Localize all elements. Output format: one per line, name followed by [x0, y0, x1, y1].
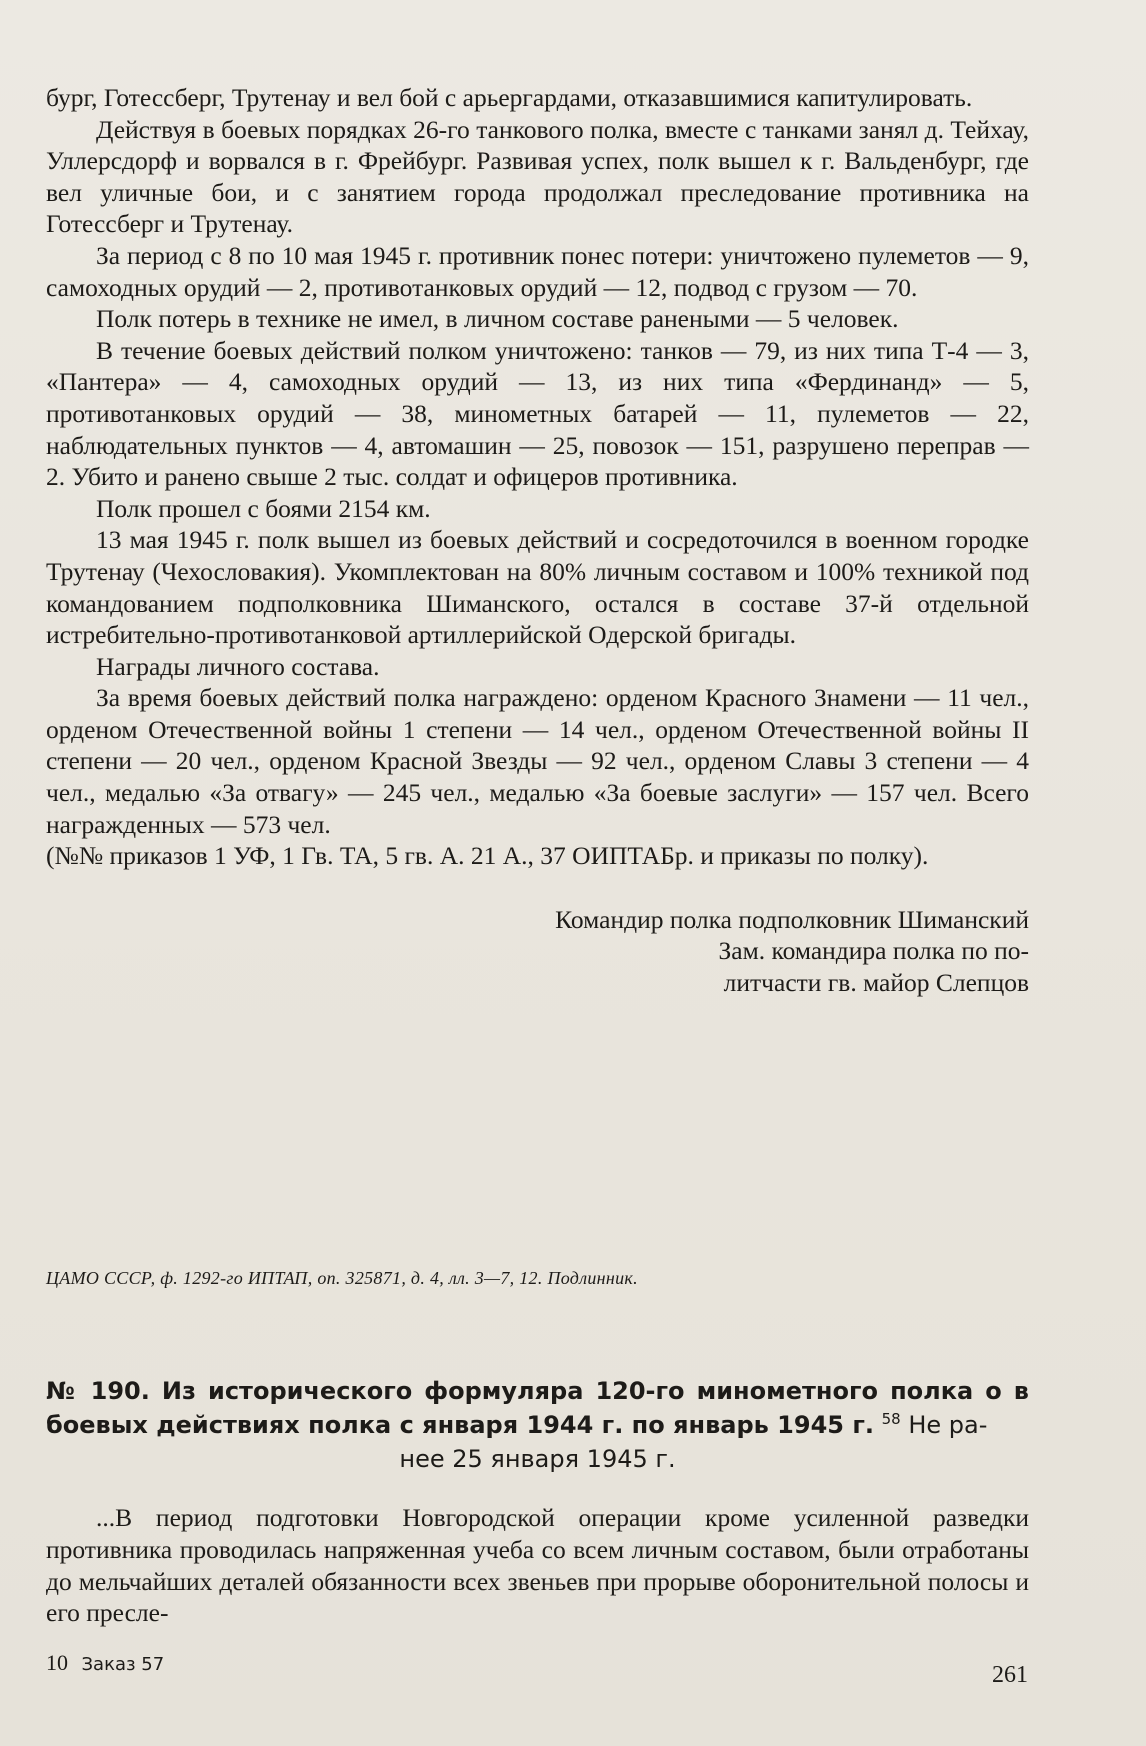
document-excerpt — [46, 1502, 1029, 1629]
paragraph: В течение боевых действий полком уничтожено: танков — 79, из них типа Т-4 — 3, «Пантера» — 4, самоходных орудий — 13, из них типа «Фердинанд» — 5, противотанковых орудий — 38, минометных батарей — 11, пулеметов — 22, наблюдательных пунктов — 4, автомашин — 25, повозок — 151, разрушено переправ — 2. Убито и ранено свыше 2 тыс. солдат и офицеров противника. — [46, 335, 1029, 492]
sheet-number: 10 — [46, 1650, 68, 1675]
paragraph: За время боевых действий полка награждено: орденом Красного Знамени — 11 чел., орденом Отечественной войны 1 степени — 14 чел., орденом Отечественной войны II степени — 20 чел., орденом Красной Звезды — 92 чел., орденом Славы 3 степени — 4 чел., медалью «За отвагу» — 245 чел., медалью «За боевые заслуги» — 157 чел. Всего награжденных — 573 чел. — [46, 683, 1029, 839]
heading-title: № 190. Из исторического формуляра 120-го минометного полка о в боевых действиях полка с января 1944 г. по январь 1945 г. — [46, 1377, 1029, 1439]
paragraph: (№№ приказов 1 УФ, 1 Гв. ТА, 5 гв. А. 21 А., 37 ОИПТАБр. и приказы по полку). — [46, 841, 929, 871]
paragraph: 13 мая 1945 г. полк вышел из боевых действий и сосредоточился в военном городке Трутенау (Чехословакия). Укомплектован на 80% личным составом и 100% техникой под командованием подполковника Шиманского, остался в составе 37-й отдельной истребительно-противотанковой артиллерийской Одерской бригады. — [46, 525, 1029, 650]
signature-commander: Командир полка подполковник Шиманский — [555, 904, 1029, 934]
order-label: Заказ 57 — [81, 1654, 165, 1675]
paragraph: Полк прошел с боями 2154 км. — [96, 493, 431, 523]
paragraph: Полк потерь в технике не имел, в личном составе ранеными — 5 человек. — [96, 304, 899, 334]
main-text — [46, 82, 1029, 999]
heading-date-part-2: нее 25 января 1945 г. — [399, 1445, 676, 1473]
archive-source-note: ЦАМО СССР, ф. 1292-го ИПТАП, оп. 325871, д. 4, лл. 3—7, 12. Подлинник. — [46, 1268, 638, 1288]
paragraph: Награды личного состава. — [96, 651, 380, 681]
paragraph: За период с 8 по 10 мая 1945 г. противник понес потери: уничтожено пулеметов — 9, самоходных орудий — 2, противотанковых орудий — 12, подвод с грузом — 70. — [46, 240, 1029, 302]
signature-deputy-1: Зам. командира полка по по- — [718, 936, 1029, 966]
footnote-reference: 58 — [881, 1410, 901, 1428]
document-heading — [46, 1374, 1029, 1476]
paragraph: бург, Готессберг, Трутенау и вел бой с арьергардами, отказавшимися капитулировать. — [46, 83, 973, 112]
paragraph: Действуя в боевых порядках 26-го танкового полка, вместе с танками занял д. Тейхау, Уллерсдорф и ворвался в г. Фрейбург. Развивая успех, полк вышел к г. Вальденбург, где вел уличные бои, и с занятием города продолжал преследование противника на Готессберг и Трутенау. — [46, 114, 1029, 239]
paragraph: ...В период подготовки Новгородской операции кроме усиленной разведки противника проводилась напряженная учеба со всем личным составом, были отработаны до мельчайших деталей обязанности всех звеньев при прорыве оборонительной полосы и его пресле- — [46, 1503, 1029, 1628]
heading-date-part-1: Не ра- — [900, 1411, 988, 1439]
printer-mark — [46, 1650, 164, 1676]
spacer — [46, 872, 1029, 904]
page-number: 261 — [992, 1662, 1028, 1688]
signature-deputy-2: литчасти гв. майор Слепцов — [723, 968, 1029, 998]
